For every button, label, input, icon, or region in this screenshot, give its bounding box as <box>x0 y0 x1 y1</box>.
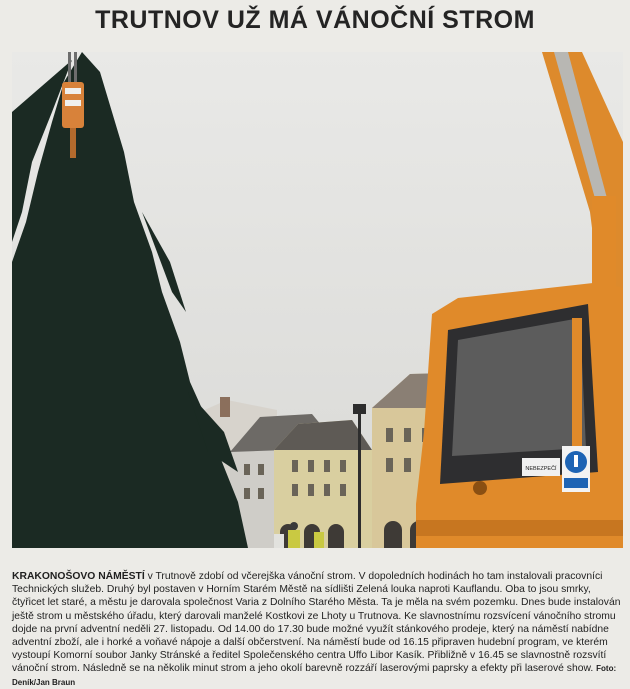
sign-text: NEBEZPEČÍ <box>525 466 557 472</box>
crane-cab <box>416 282 623 548</box>
article-lead: KRAKONOŠOVO NÁMĚSTÍ <box>12 571 145 582</box>
headline: TRUTNOV UŽ MÁ VÁNOČNÍ STROM <box>95 6 535 34</box>
article-body <box>12 570 623 689</box>
photo-credit: Foto: Deník/Jan Braun <box>12 664 617 687</box>
article-text: v Trutnově zdobí od včerejška vánoční strom. V dopoledních hodinách ho tam instalovali pracovníci Technických služeb. Druhý byl postaven v Horním Starém Městě na sídlišti Zelená louka naproti Kauflandu. Oba to jsou smrky, čtyřicet let staré, a městu je darovala společnost Varia z Dolního Starého Města. Ta je měla na svém pozemku. Dnes bude instalován ještě strom u městského úřadu, který darovali manželé Kostkovi ze Lhoty u Trutnova. Ke slavnostnímu rozsvícení vánočního stromu dojde na první adventní neděli 27. listopadu. Od 14.00 do 17.30 bude možné využít stánkového prodeje, který na náměstí nabídne adventní zboží, ale i horké a voňavé nápoje a další občerstvení. Na náměstí bude od 16.15 připraven hudební program, ve kterém vystoupí Komorní soubor Janky Stránské a ředitel Společenského centra Uffo Libor Kasík. Přibližně v 16.45 se slavnostně rozsvítí vánoční strom. Následně se na několik minut strom a jeho okolí barevně rozzáří laserovými paprsky a efekty při laserové show. <box>12 571 621 675</box>
article-photo <box>12 52 623 548</box>
christmas-tree-photo <box>12 52 623 548</box>
